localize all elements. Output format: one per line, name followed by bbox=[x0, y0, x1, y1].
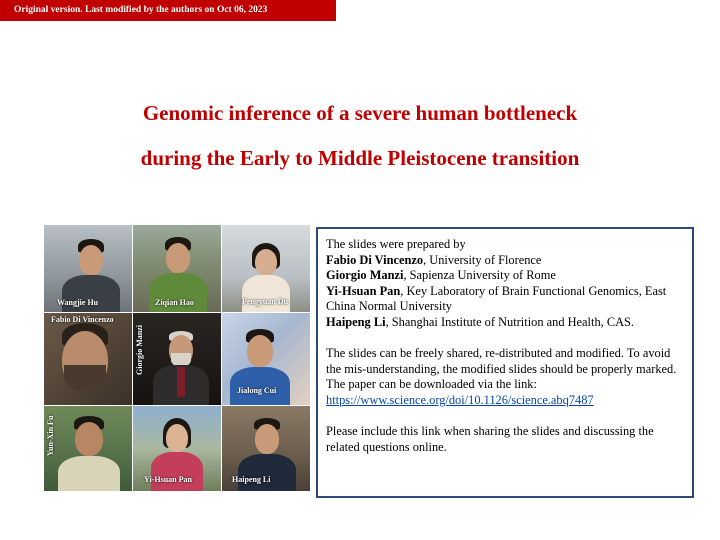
info-box bbox=[316, 227, 694, 498]
author-name: Haipeng Li bbox=[326, 314, 386, 329]
photo-ziqian-hao bbox=[133, 225, 221, 312]
label-ziqian-hao: Ziqian Hao bbox=[155, 298, 194, 307]
author-line-2 bbox=[326, 268, 684, 284]
photo-pengyuan-du bbox=[222, 225, 310, 312]
author-line-1 bbox=[326, 253, 684, 269]
author-affiliation: , Shanghai Institute of Nutrition and Health, CAS. bbox=[385, 314, 635, 329]
author-line-3 bbox=[326, 284, 684, 315]
author-line-4 bbox=[326, 315, 684, 331]
closing-text: Please include this link when sharing the slides and discussing the related questions online. bbox=[326, 424, 654, 454]
intro-text: The slides were prepared by bbox=[326, 237, 466, 251]
photo-fabio-di-vincenzo bbox=[44, 313, 132, 405]
author-affiliation: , Key Laboratory of Brain Functional Genomics, East China Normal University bbox=[326, 283, 667, 314]
version-banner: Original version. Last modified by the authors on Oct 06, 2023 bbox=[0, 0, 336, 21]
label-jialong-cui: Jialong Cui bbox=[237, 386, 277, 395]
label-yun-xin-fu: Yun-Xin Fu bbox=[46, 415, 55, 456]
label-wangjie-hu: Wangjie Hu bbox=[57, 298, 99, 307]
label-giorgio-manzi: Giorgio Manzi bbox=[135, 325, 144, 375]
label-pengyuan-du: Pengyuan Du bbox=[242, 297, 289, 306]
slide-title-line-2: during the Early to Middle Pleistocene transition bbox=[140, 146, 580, 170]
author-name: Fabio Di Vincenzo bbox=[326, 252, 424, 267]
photo-wangjie-hu bbox=[44, 225, 132, 312]
paper-link[interactable]: https://www.science.org/doi/10.1126/science.abq7487 bbox=[326, 392, 594, 407]
author-photo-collage bbox=[44, 225, 310, 491]
photo-jialong-cui bbox=[222, 313, 310, 405]
sharing-text bbox=[326, 346, 684, 408]
author-name: Yi-Hsuan Pan bbox=[326, 283, 401, 298]
photo-giorgio-manzi bbox=[133, 313, 221, 405]
slide-title-line-1: Genomic inference of a severe human bottleneck bbox=[142, 101, 578, 125]
label-fabio-di-vincenzo: Fabio Di Vincenzo bbox=[51, 315, 114, 324]
author-affiliation: , Sapienza University of Rome bbox=[403, 268, 556, 283]
photo-yun-xin-fu bbox=[44, 406, 132, 491]
label-yi-hsuan-pan: Yi-Hsuan Pan bbox=[144, 475, 192, 484]
sharing-paragraph: The slides can be freely shared, re-distributed and modified. To avoid the mis-understanding, the modified slides should be properly marked. The paper can be downloaded via the link: bbox=[326, 346, 677, 392]
author-name: Giorgio Manzi bbox=[326, 268, 404, 283]
photo-haipeng-li bbox=[222, 406, 310, 491]
author-affiliation: , University of Florence bbox=[423, 252, 542, 267]
photo-yi-hsuan-pan bbox=[133, 406, 221, 491]
label-haipeng-li: Haipeng Li bbox=[232, 475, 271, 484]
